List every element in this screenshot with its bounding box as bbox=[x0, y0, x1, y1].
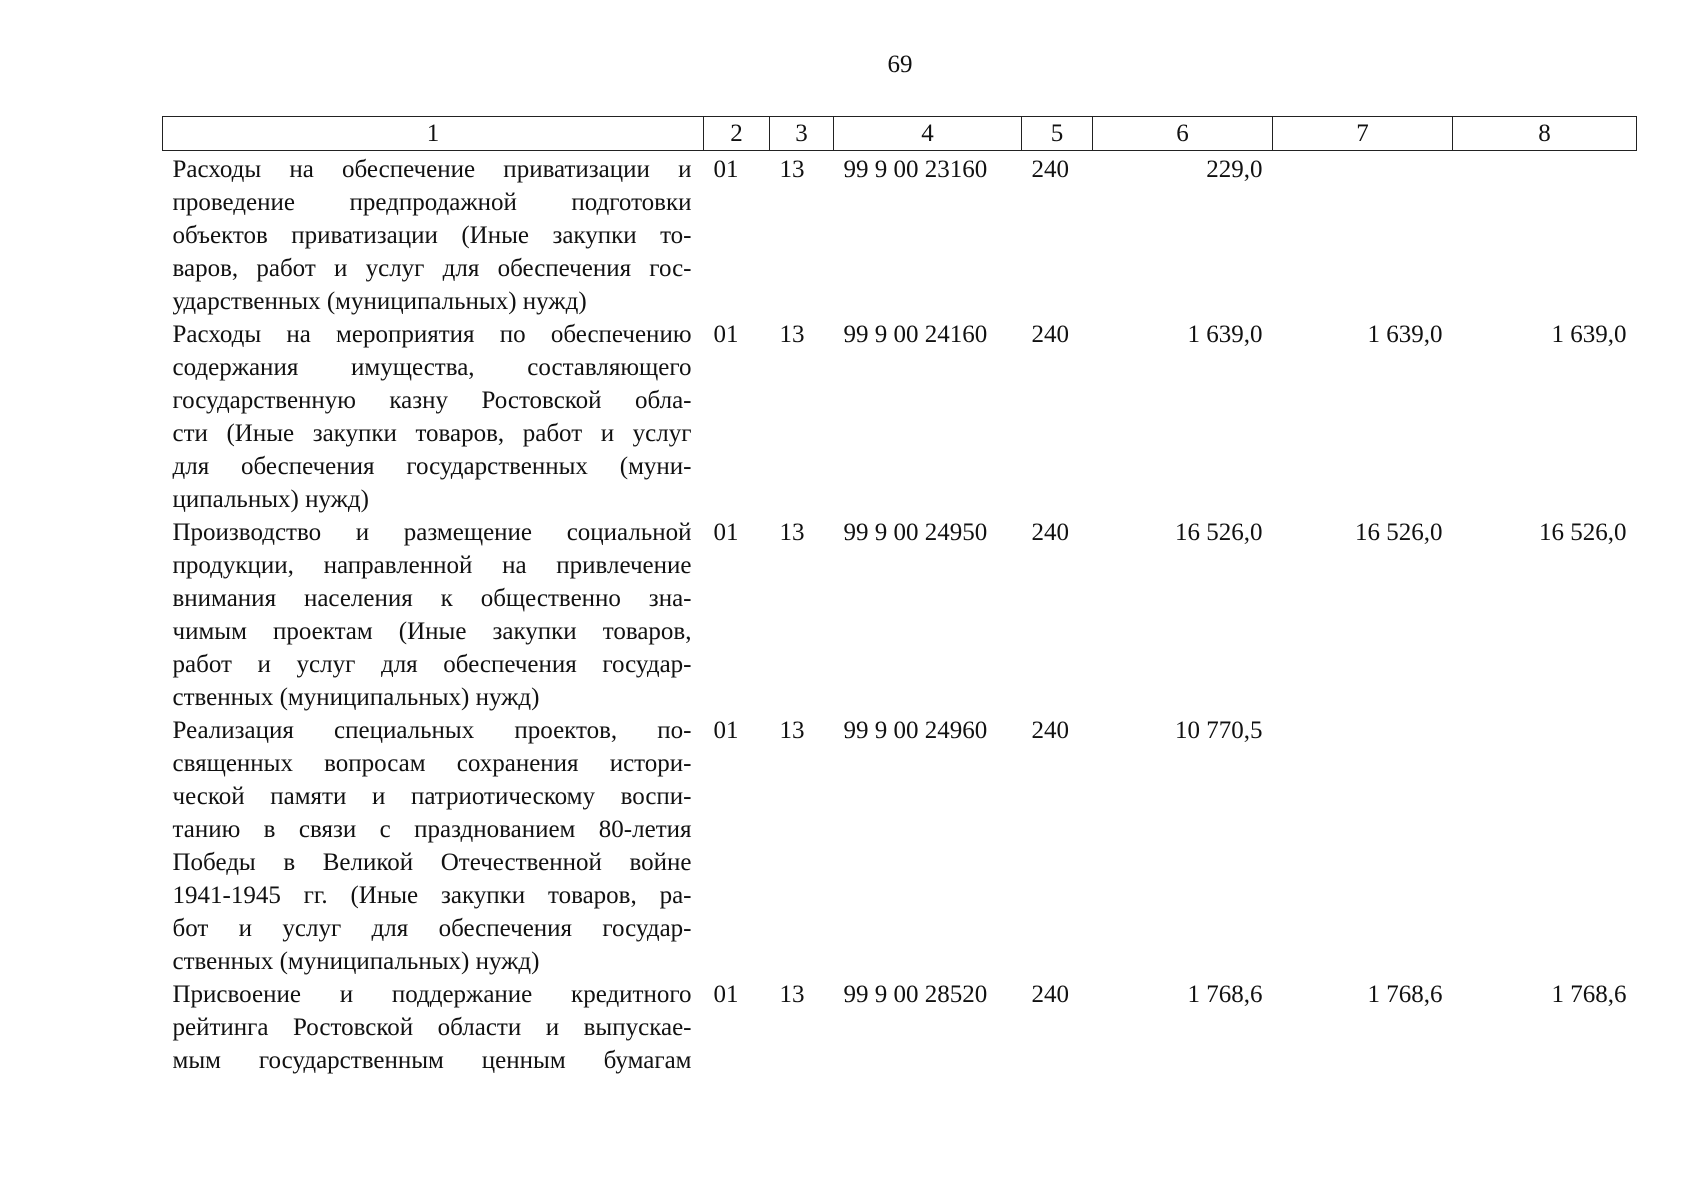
expense-type-code: 240 bbox=[1031, 981, 1069, 1008]
amount-year-2: 1 768,6 bbox=[1367, 981, 1443, 1008]
description-line: ственных (муниципальных) нужд) bbox=[172, 684, 540, 711]
description-line: для обеспечения государственных (муни- bbox=[172, 453, 692, 480]
description-line: продукции, направленной на привлечение bbox=[172, 552, 692, 579]
target-article-code: 99 9 00 24950 bbox=[843, 519, 988, 546]
description-line: ственных (муниципальных) нужд) bbox=[172, 948, 540, 975]
column-header: 1 bbox=[163, 117, 704, 151]
expense-description bbox=[163, 714, 704, 978]
target-article-code: 99 9 00 23160 bbox=[843, 156, 988, 183]
column-header: 7 bbox=[1273, 117, 1453, 151]
column-header: 3 bbox=[770, 117, 834, 151]
description-line: варов, работ и услуг для обеспечения гос- bbox=[172, 255, 692, 282]
description-line: внимания населения к общественно зна- bbox=[172, 585, 692, 612]
column-header: 2 bbox=[704, 117, 770, 151]
description-line: священных вопросам сохранения истори- bbox=[172, 750, 692, 777]
amount-year-1: 10 770,5 bbox=[1175, 717, 1263, 744]
description-line: 1941-1945 гг. (Иные закупки товаров, ра- bbox=[172, 882, 692, 909]
expense-type-code: 240 bbox=[1031, 717, 1069, 744]
description-line: проведение предпродажной подготовки bbox=[172, 189, 692, 216]
table-header-row bbox=[163, 117, 1637, 151]
description-line: ударственных (муниципальных) нужд) bbox=[172, 288, 587, 315]
description-line: Реализация специальных проектов, по- bbox=[172, 717, 692, 744]
amount-year-3: 1 639,0 bbox=[1551, 321, 1627, 348]
expense-description bbox=[163, 978, 704, 1077]
column-header: 5 bbox=[1022, 117, 1093, 151]
description-line: мым государственным ценным бумагам bbox=[172, 1047, 692, 1074]
budget-table bbox=[162, 116, 1637, 1077]
column-header: 4 bbox=[834, 117, 1022, 151]
amount-year-1: 16 526,0 bbox=[1175, 519, 1263, 546]
table-row bbox=[163, 318, 1637, 516]
subsection-code: 13 bbox=[779, 717, 805, 744]
section-code: 01 bbox=[713, 156, 739, 183]
section-code: 01 bbox=[713, 981, 739, 1008]
amount-year-1: 229,0 bbox=[1206, 156, 1263, 183]
amount-year-3 bbox=[1453, 151, 1637, 319]
subsection-code: 13 bbox=[779, 321, 805, 348]
expense-description bbox=[163, 516, 704, 714]
table-body bbox=[163, 151, 1637, 1078]
description-line: рейтинга Ростовской области и выпускае- bbox=[172, 1014, 692, 1041]
description-line: государственную казну Ростовской обла- bbox=[172, 387, 692, 414]
amount-year-2: 16 526,0 bbox=[1355, 519, 1443, 546]
description-line: Расходы на мероприятия по обеспечению bbox=[172, 321, 692, 348]
amount-year-1: 1 768,6 bbox=[1187, 981, 1263, 1008]
expense-description bbox=[163, 318, 704, 516]
target-article-code: 99 9 00 24960 bbox=[843, 717, 988, 744]
expense-type-code: 240 bbox=[1031, 321, 1069, 348]
section-code: 01 bbox=[713, 519, 739, 546]
column-header: 8 bbox=[1453, 117, 1637, 151]
table-row bbox=[163, 151, 1637, 319]
amount-year-3 bbox=[1453, 714, 1637, 978]
amount-year-3: 16 526,0 bbox=[1539, 519, 1627, 546]
column-header: 6 bbox=[1093, 117, 1273, 151]
section-code: 01 bbox=[713, 717, 739, 744]
description-line: работ и услуг для обеспечения государ- bbox=[172, 651, 692, 678]
description-line: чимым проектам (Иные закупки товаров, bbox=[172, 618, 692, 645]
description-line: Победы в Великой Отечественной войне bbox=[172, 849, 692, 876]
expense-description bbox=[163, 151, 704, 319]
amount-year-3: 1 768,6 bbox=[1551, 981, 1627, 1008]
description-line: Расходы на обеспечение приватизации и bbox=[172, 156, 692, 183]
table-row bbox=[163, 714, 1637, 978]
table-row bbox=[163, 978, 1637, 1077]
expense-type-code: 240 bbox=[1031, 156, 1069, 183]
description-line: ческой памяти и патриотическому воспи- bbox=[172, 783, 692, 810]
section-code: 01 bbox=[713, 321, 739, 348]
description-line: объектов приватизации (Иные закупки то- bbox=[172, 222, 692, 249]
description-line: Производство и размещение социальной bbox=[172, 519, 692, 546]
expense-type-code: 240 bbox=[1031, 519, 1069, 546]
description-line: бот и услуг для обеспечения государ- bbox=[172, 915, 692, 942]
description-line: содержания имущества, составляющего bbox=[172, 354, 692, 381]
description-line: танию в связи с празднованием 80-летия bbox=[172, 816, 692, 843]
amount-year-1: 1 639,0 bbox=[1187, 321, 1263, 348]
description-line: ципальных) нужд) bbox=[172, 486, 369, 513]
description-line: сти (Иные закупки товаров, работ и услуг bbox=[172, 420, 692, 447]
page-number: 69 bbox=[887, 51, 913, 78]
amount-year-2: 1 639,0 bbox=[1367, 321, 1443, 348]
target-article-code: 99 9 00 28520 bbox=[843, 981, 988, 1008]
description-line: Присвоение и поддержание кредитного bbox=[172, 981, 692, 1008]
subsection-code: 13 bbox=[779, 156, 805, 183]
amount-year-2 bbox=[1273, 714, 1453, 978]
subsection-code: 13 bbox=[779, 519, 805, 546]
target-article-code: 99 9 00 24160 bbox=[843, 321, 988, 348]
subsection-code: 13 bbox=[779, 981, 805, 1008]
table-row bbox=[163, 516, 1637, 714]
amount-year-2 bbox=[1273, 151, 1453, 319]
